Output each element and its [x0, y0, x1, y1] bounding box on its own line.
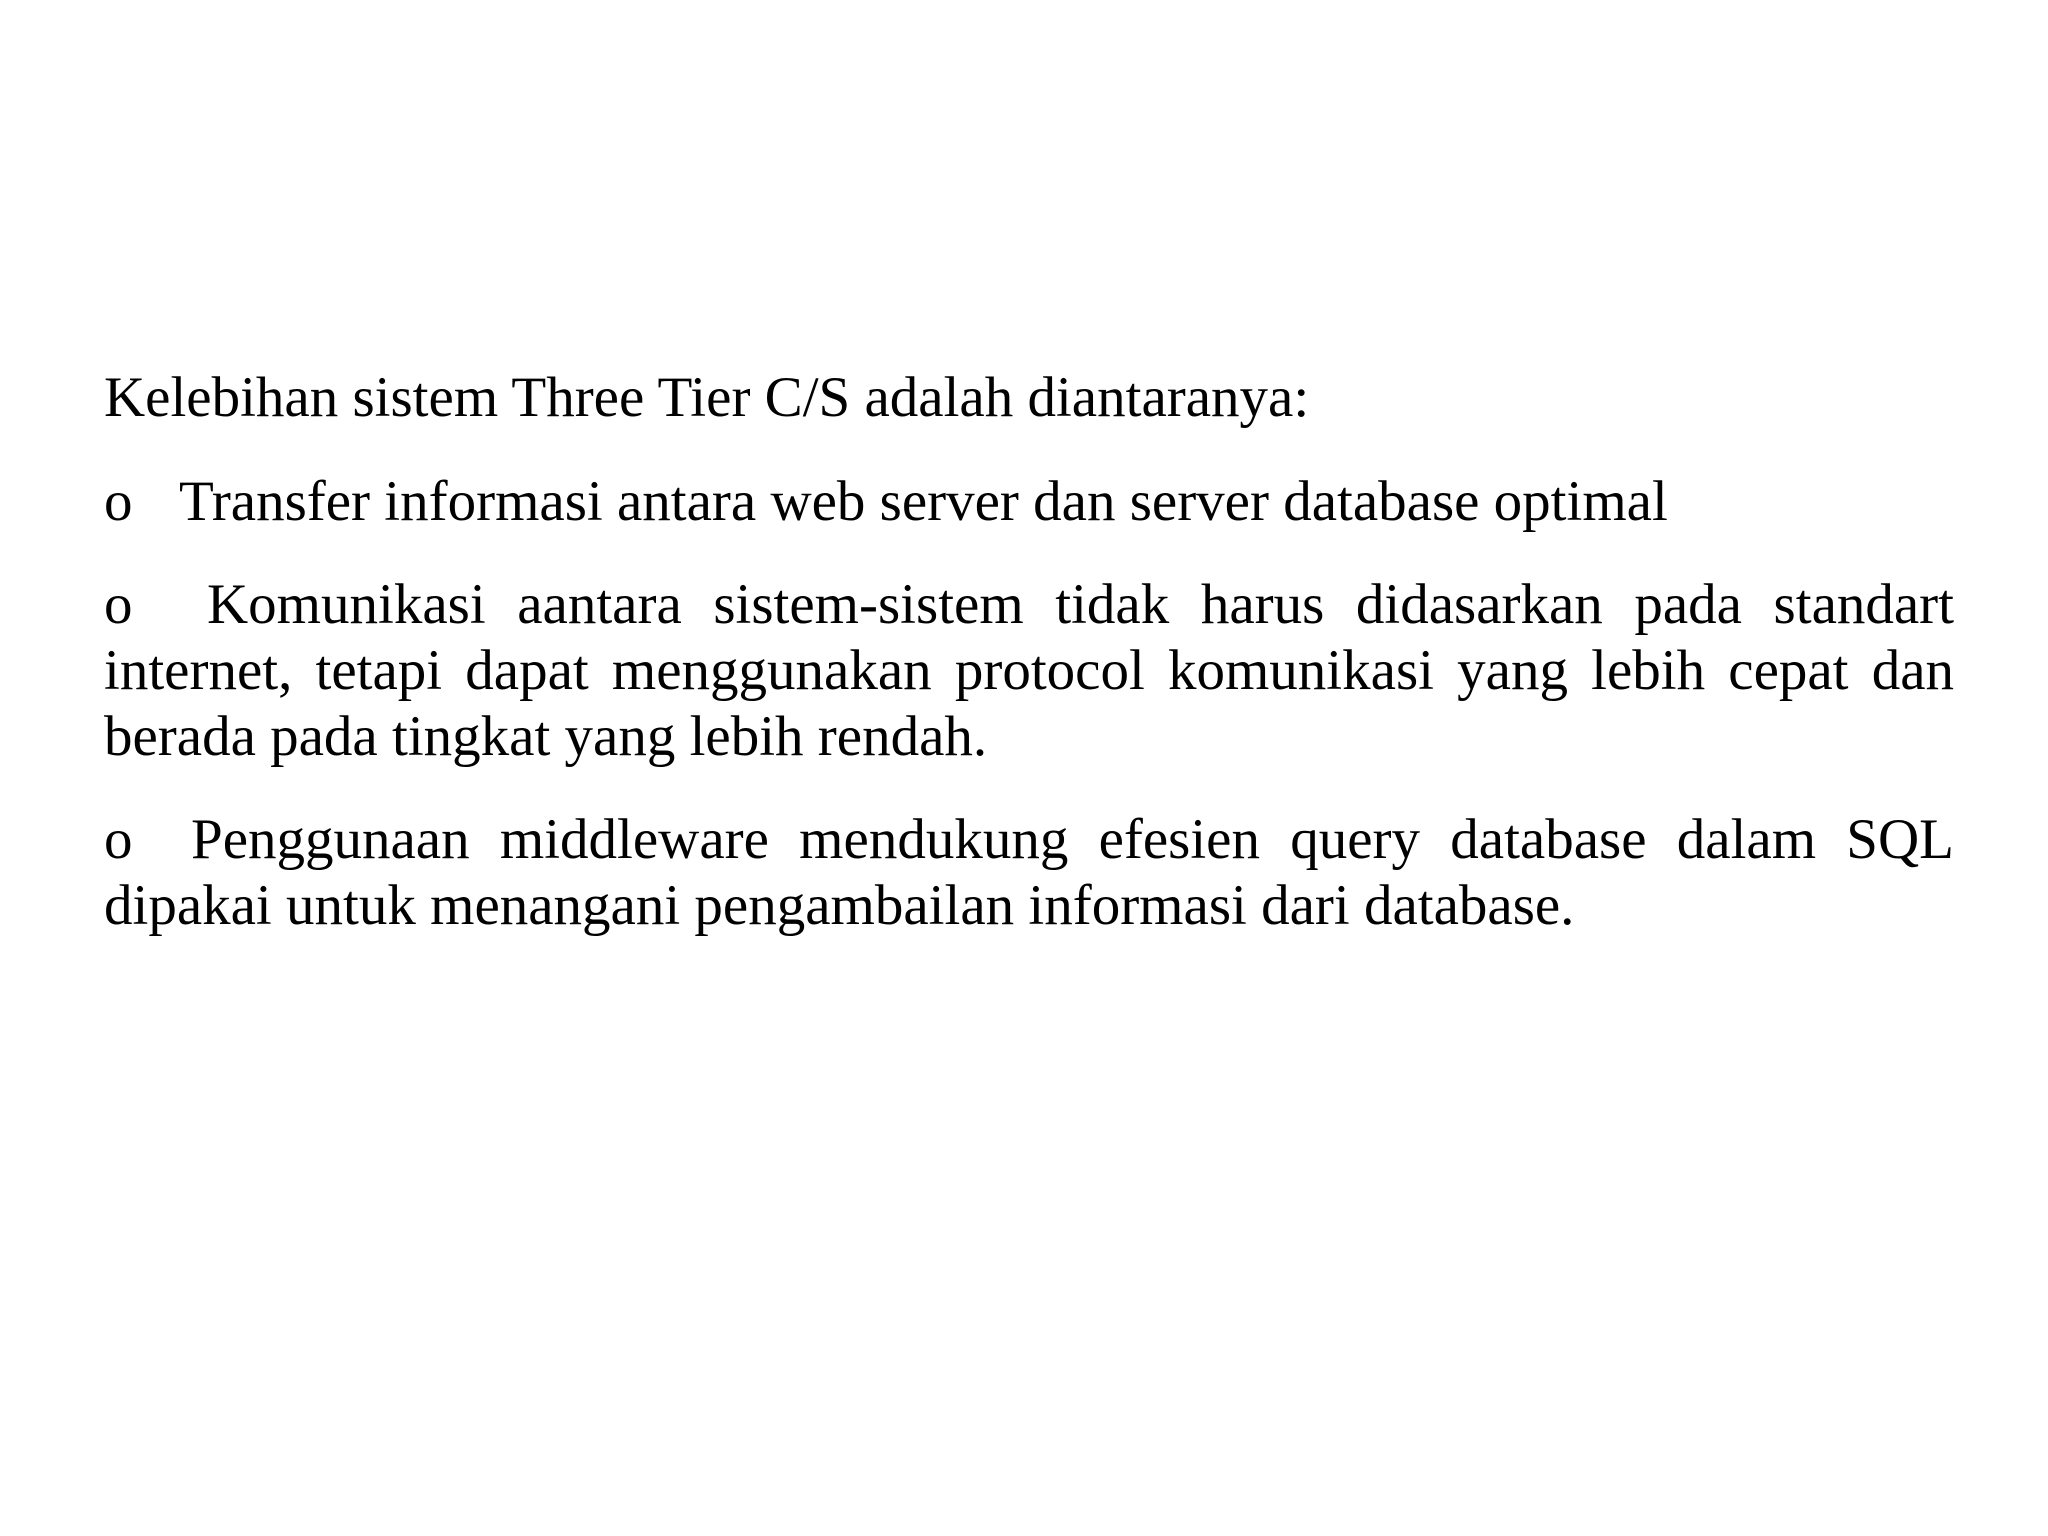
intro-text: Kelebihan sistem Three Tier C/S adalah diantaranya: [104, 366, 1310, 429]
bullet-item [104, 469, 1954, 535]
bullet-marker: o [104, 470, 133, 533]
bullet-item [104, 807, 1954, 939]
bullet-text: Komunikasi aantara sistem-sistem tidak harus didasarkan pada standart internet, tetapi dapat menggunakan protocol komunikasi yang lebih cepat dan berada pada tingkat yang lebih rendah. [104, 573, 1954, 768]
bullet-item [104, 572, 1954, 770]
bullet-text: Transfer informasi antara web server dan server database optimal [179, 470, 1668, 533]
bullet-marker: o [104, 573, 133, 636]
slide-content [104, 365, 1954, 976]
bullet-marker: o [104, 808, 133, 871]
bullet-text: Penggunaan middleware mendukung efesien query database dalam SQL dipakai untuk menangani pengambailan informasi dari database. [104, 808, 1954, 937]
